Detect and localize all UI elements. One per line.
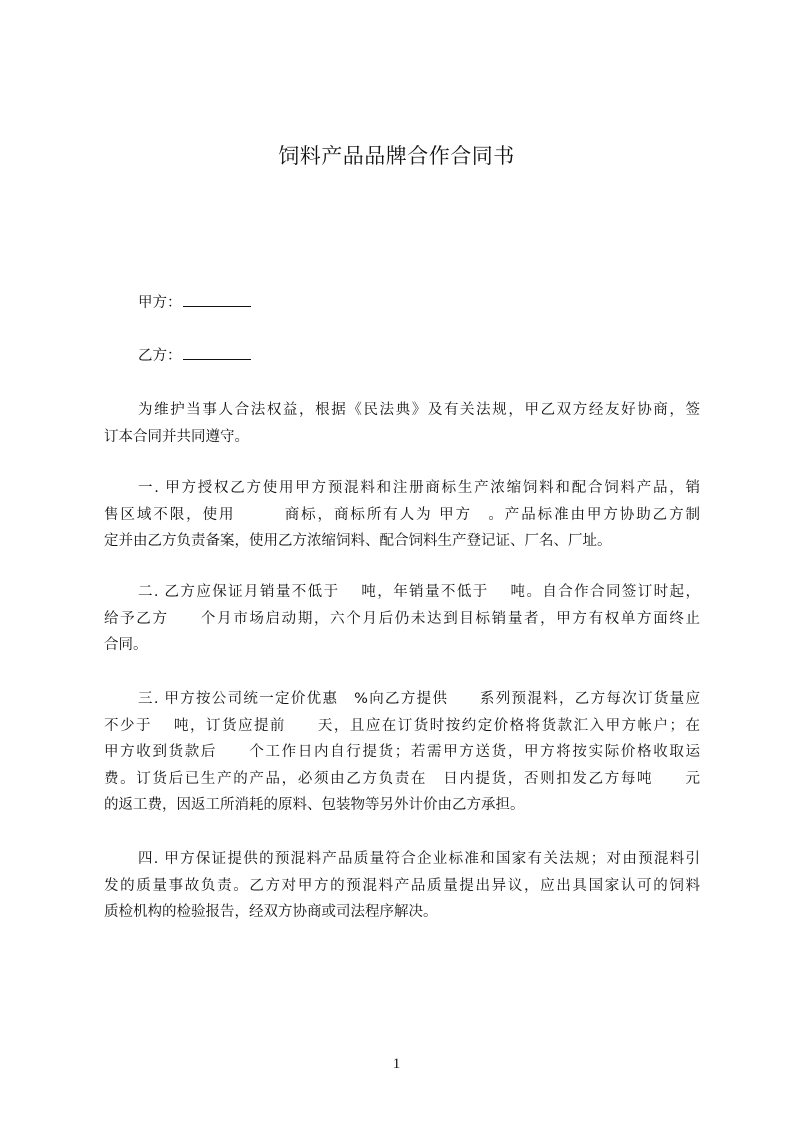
paragraph-line: 订本合同并共同遵守。 bbox=[104, 428, 249, 445]
paragraph-line: 合同。 bbox=[104, 637, 148, 653]
party-b-label: 乙方： bbox=[138, 348, 182, 364]
party-a-line bbox=[138, 292, 251, 313]
document-title: 饲料产品品牌合作合同书 bbox=[278, 144, 515, 168]
paragraph-line: 不少于 吨，订货应提前 天，且应在订货时按约定价格将货款汇入甲方帐户；在 bbox=[104, 717, 700, 734]
paragraph-line: 三. 甲方按公司统一定价优惠 %向乙方提供 系列预混料，乙方每次订货量应 bbox=[138, 691, 700, 707]
party-a-blank bbox=[183, 292, 251, 307]
clause-4-paragraph bbox=[104, 846, 700, 926]
party-b-line bbox=[138, 345, 251, 366]
paragraph-line: 为维护当事人合法权益，根据《民法典》及有关法规，甲乙双方经友好协商，签 bbox=[138, 402, 700, 418]
paragraph-line: 四. 甲方保证提供的预混料产品质量符合企业标准和国家有关法规；对由预混料引 bbox=[138, 851, 700, 867]
clause-2-paragraph bbox=[104, 579, 700, 659]
clause-1-paragraph bbox=[104, 475, 700, 555]
paragraph-line: 发的质量事故负责。乙方对甲方的预混料产品质量提出异议，应出具国家认可的饲料 bbox=[104, 877, 700, 894]
paragraph-line: 二. 乙方应保证月销量不低于 吨，年销量不低于 吨。自合作合同签订时起， bbox=[138, 584, 700, 600]
paragraph-line: 的返工费，因返工所消耗的原料、包装物等另外计价由乙方承担。 bbox=[104, 797, 525, 813]
paragraph-line: 一. 甲方授权乙方使用甲方预混料和注册商标生产浓缩饲料和配合饲料产品，销 bbox=[138, 480, 700, 496]
party-b-blank bbox=[183, 345, 251, 360]
page-number: 1 bbox=[392, 1056, 401, 1072]
paragraph-line: 甲方收到货款后 个工作日内自行提货；若需甲方送货，甲方将按实际价格收取运 bbox=[104, 744, 700, 760]
paragraph-line: 质检机构的检验报告，经双方协商或司法程序解决。 bbox=[104, 904, 438, 920]
clause-3-paragraph bbox=[104, 686, 700, 819]
party-a-label: 甲方： bbox=[138, 295, 182, 311]
paragraph-line: 售区域不限，使用 商标，商标所有人为 甲方 。产品标准由甲方协助乙方制 bbox=[104, 506, 700, 523]
paragraph-line: 费。订货后已生产的产品，必须由乙方负责在 日内提货，否则扣发乙方每吨 元 bbox=[104, 770, 700, 787]
paragraph-line: 定并由乙方负责备案，使用乙方浓缩饲料、配合饲料生产登记证、厂名、厂址。 bbox=[104, 533, 612, 549]
paragraph-line: 给予乙方 个月市场启动期，六个月后仍未达到目标销量者，甲方有权单方面终止 bbox=[104, 610, 700, 627]
preamble-paragraph bbox=[104, 397, 700, 450]
